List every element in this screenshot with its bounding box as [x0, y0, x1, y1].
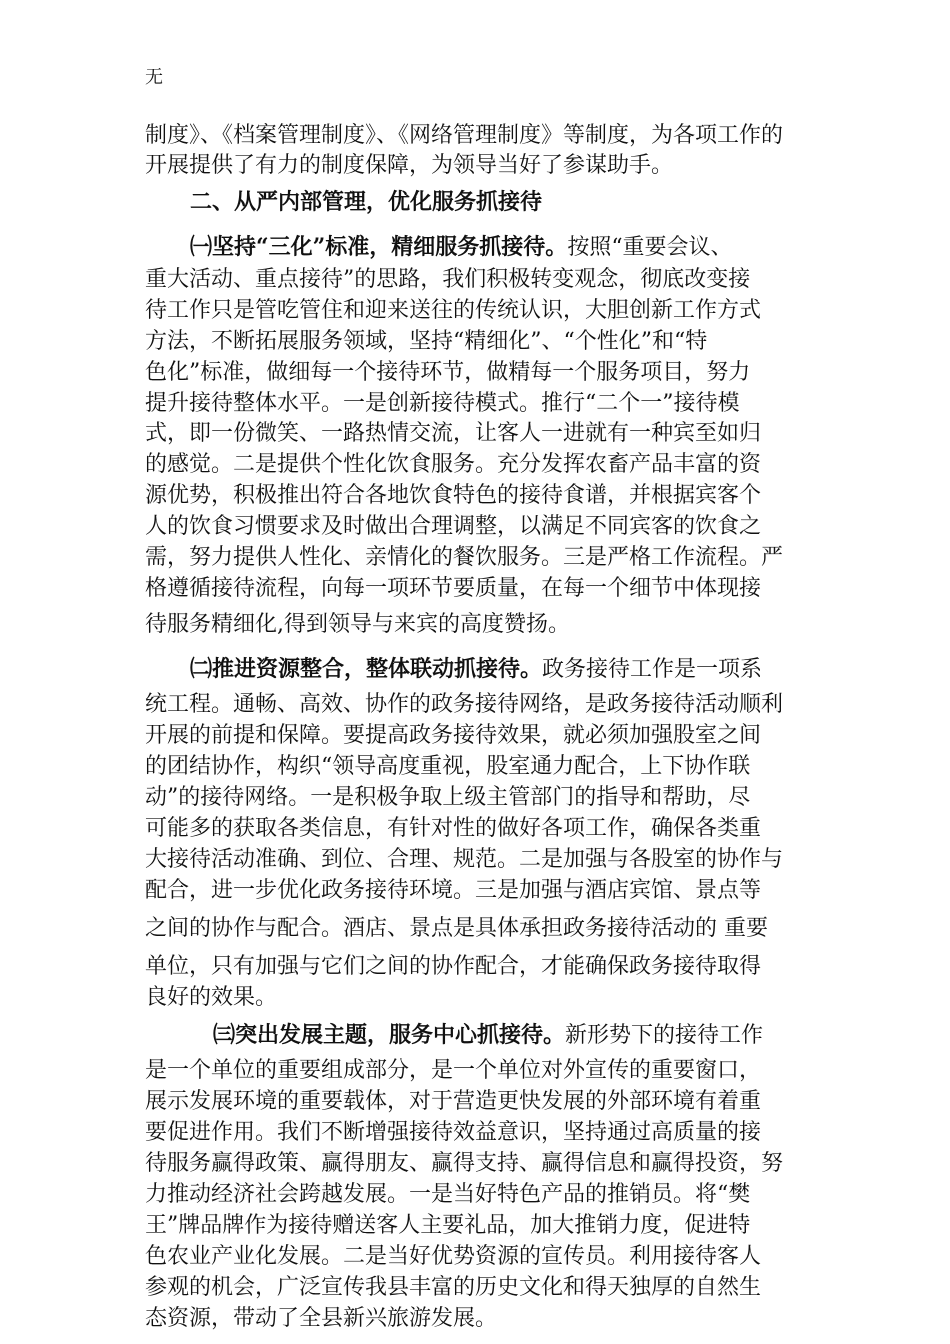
paragraph-line: 待工作只是管吃管住和迎来送往的传统认识，大胆创新工作方式 — [145, 298, 762, 323]
paragraph-line: 待服务精细化,得到领导与来宾的高度赞扬。 — [145, 612, 570, 637]
paragraph-line: 配合，进一步优化政务接待环境。三是加强与酒店宾馆、景点等 — [145, 878, 762, 903]
paragraph-line: 方法，不断拓展服务领域，坚持“精细化”、“个性化”和“特 — [145, 329, 708, 354]
subsection-first-line — [213, 1020, 763, 1051]
paragraph-line: 王”牌品牌作为接待赠送客人主要礼品，加大推销力度，促进特 — [145, 1213, 751, 1238]
paragraph-text: 新形势下的接待工作 — [565, 1023, 764, 1048]
paragraph-line: 参观的机会，广泛宣传我县丰富的历史文化和得天独厚的自然生 — [145, 1275, 762, 1300]
paragraph-line: 大接待活动准确、到位、合理、规范。二是加强与各股室的协作与 — [145, 847, 784, 872]
paragraph-line: 人的饮食习惯要求及时做出合理调整，以满足不同宾客的饮食之 — [145, 514, 762, 539]
paragraph-line: 力推动经济社会跨越发展。一是当好特色产品的推销员。将“樊 — [145, 1182, 751, 1207]
paragraph-line: 重大活动、重点接待”的思路，我们积极转变观念，彻底改变接 — [145, 267, 751, 292]
subsection-heading: ㈠坚持“三化”标准，精细服务抓接待。 — [190, 234, 568, 260]
paragraph-line: 待服务赢得政策、赢得朋友、赢得支持、赢得信息和赢得投资，努 — [145, 1151, 784, 1176]
paragraph-line: 是一个单位的重要组成部分，是一个单位对外宣传的重要窗口， — [145, 1058, 762, 1083]
paragraph-line: 源优势，积极推出符合各地饮食特色的接待食谱，并根据宾客个 — [145, 483, 762, 508]
paragraph-line: 统工程。通畅、高效、协作的政务接待网络，是政务接待活动顺利 — [145, 692, 784, 717]
paragraph-line: 要促进作用。我们不断增强接待效益意识，坚持通过高质量的接 — [145, 1120, 762, 1145]
paragraph-line: 开展的前提和保障。要提高政务接待效果，就必须加强股室之间 — [145, 723, 762, 748]
paragraph-line: 的团结协作，构织“领导高度重视，股室通力配合，上下协作联 — [145, 754, 751, 779]
paragraph-line: 态资源，带动了全县新兴旅游发展。 — [145, 1306, 498, 1331]
subsection-first-line — [190, 654, 762, 685]
paragraph-line: 格遵循接待流程，向每一项环节要质量，在每一个细节中体现接 — [145, 576, 762, 601]
paragraph-text: 政务接待工作是一项系 — [542, 657, 763, 682]
paragraph-line: 开展提供了有力的制度保障，为领导当好了参谋助手。 — [145, 153, 674, 178]
paragraph-line: 色农业产业化发展。二是当好优势资源的宣传员。利用接待客人 — [145, 1244, 762, 1269]
paragraph-line: 制度》、《档案管理制度》、《网络管理制度》等制度，为各项工作的 — [145, 123, 784, 148]
paragraph-line: 需，努力提供人性化、亲情化的餐饮服务。三是严格工作流程。严 — [145, 545, 784, 570]
subsection-first-line — [190, 232, 733, 263]
paragraph-line: 的感觉。二是提供个性化饮食服务。充分发挥农畜产品丰富的资 — [145, 452, 762, 477]
section-heading: 二、从严内部管理，优化服务抓接待 — [190, 189, 543, 215]
page-header: 无 — [145, 67, 163, 88]
paragraph-text: 按照“重要会议、 — [567, 235, 733, 260]
paragraph-line: 可能多的获取各类信息，有针对性的做好各项工作，确保各类重 — [145, 816, 762, 841]
paragraph-line: 单位，只有加强与它们之间的协作配合，才能确保政务接待取得 — [145, 954, 762, 979]
paragraph-line: 色化”标准，做细每一个接待环节，做精每一个服务项目，努力 — [145, 360, 751, 385]
paragraph-line: 动”的接待网络。一是积极争取上级主管部门的指导和帮助，尽 — [145, 785, 751, 810]
paragraph-line: 良好的效果。 — [145, 985, 278, 1010]
subsection-heading: ㈡推进资源整合，整体联动抓接待。 — [190, 656, 543, 682]
paragraph-line: 展示发展环境的重要载体，对于营造更快发展的外部环境有着重 — [145, 1089, 762, 1114]
subsection-heading: ㈢突出发展主题，服务中心抓接待。 — [213, 1022, 566, 1048]
paragraph-line: 式，即一份微笑、一路热情交流，让客人一进就有一种宾至如归 — [145, 421, 762, 446]
paragraph-line: 提升接待整体水平。一是创新接待模式。推行“二个一”接待模 — [145, 391, 740, 416]
paragraph-line: 之间的协作与配合。酒店、景点是具体承担政务接待活动的 重要 — [145, 916, 768, 941]
